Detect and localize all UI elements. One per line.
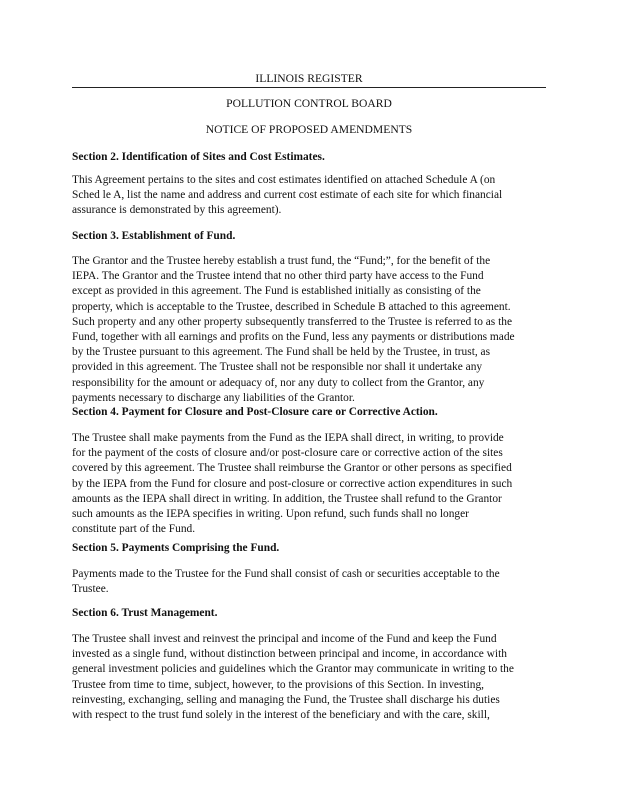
body-line: provided in this agreement. The Trustee shall not be responsible nor shall it undertake any	[72, 361, 483, 374]
section-5-heading: Section 5. Payments Comprising the Fund.	[72, 542, 280, 554]
section-6-heading: Section 6. Trust Management.	[72, 607, 218, 619]
body-line: by the IEPA from the Fund for closure and post-closure or corrective action expenditures in such	[72, 477, 513, 490]
body-line: IEPA. The Grantor and the Trustee intend that no other third party have access to the Fund	[72, 270, 484, 283]
body-line: Payments made to the Trustee for the Fund shall consist of cash or securities acceptable to the	[72, 568, 500, 580]
register-header: ILLINOIS REGISTER	[72, 72, 546, 88]
body-line: property, which is acceptable to the Trustee, described in Schedule B attached to this agreement.	[72, 300, 511, 313]
body-line: with respect to the trust fund solely in the interest of the beneficiary and with the care, skill,	[72, 709, 490, 722]
section-4-heading: Section 4. Payment for Closure and Post-Closure care or Corrective Action.	[72, 406, 438, 418]
body-line: by the Trustee pursuant to this agreement. The Fund shall be held by the Trustee, in trust, as	[72, 346, 491, 359]
body-line: The Trustee shall make payments from the Fund as the IEPA shall direct, in writing, to provide	[72, 432, 504, 444]
body-line: assurance is demonstrated by this agreement).	[72, 204, 282, 217]
section-4-body	[72, 431, 550, 537]
body-line: except as provided in this agreement. The Fund is established initially as consisting of the	[72, 285, 481, 298]
body-line: Trustee.	[72, 583, 109, 596]
body-line: The Trustee shall invest and reinvest the principal and income of the Fund and keep the Fund	[72, 633, 497, 645]
body-line: This Agreement pertains to the sites and cost estimates identified on attached Schedule A (on	[72, 174, 496, 186]
body-line: Sched le A, list the name and address and current cost estimate of each site for which financial	[72, 189, 503, 202]
notice-title: NOTICE OF PROPOSED AMENDMENTS	[205, 123, 413, 136]
board-name: POLLUTION CONTROL BOARD	[226, 97, 392, 110]
body-line: covered by this agreement. The Trustee shall reimburse the Grantor or other persons as specified	[72, 462, 512, 475]
body-line: constitute part of the Fund.	[72, 523, 196, 536]
section-2-body	[72, 173, 550, 219]
body-line: Fund, together with all earnings and profits on the Fund, less any payments or distributions made	[72, 331, 515, 344]
body-line: reinvesting, exchanging, selling and managing the Fund, the Trustee shall discharge his duties	[72, 693, 500, 706]
body-line: general investment policies and guidelines which the Grantor may communicate in writing to the	[72, 663, 514, 676]
section-3-heading: Section 3. Establishment of Fund.	[72, 230, 236, 242]
body-line: Such property and any other property subsequently transferred to the Trustee is referred to as the	[72, 315, 512, 328]
section-5-body	[72, 567, 550, 597]
section-2-heading: Section 2. Identification of Sites and Cost Estimates.	[72, 151, 325, 163]
body-line: such amounts as the IEPA specifies in writing. Upon refund, such funds shall no longer	[72, 508, 469, 521]
body-line: responsibility for the amount or adequacy of, nor any duty to collect from the Grantor, any	[72, 376, 485, 389]
body-line: Trustee from time to time, subject, however, to the provisions of this Section. In investing,	[72, 678, 484, 691]
section-3-body	[72, 254, 550, 406]
body-line: for the payment of the costs of closure and/or post-closure care or corrective action of the sites	[72, 447, 503, 460]
body-line: The Grantor and the Trustee hereby establish a trust fund, the “Fund;”, for the benefit of the	[72, 255, 491, 267]
body-line: payments necessary to discharge any liabilities of the Grantor.	[72, 391, 355, 404]
body-line: invested as a single fund, without distinction between principal and income, in accordance with	[72, 648, 507, 661]
body-line: amounts as the IEPA shall direct in writing. In addition, the Trustee shall refund to the Grantor	[72, 492, 502, 505]
section-6-body	[72, 632, 550, 723]
